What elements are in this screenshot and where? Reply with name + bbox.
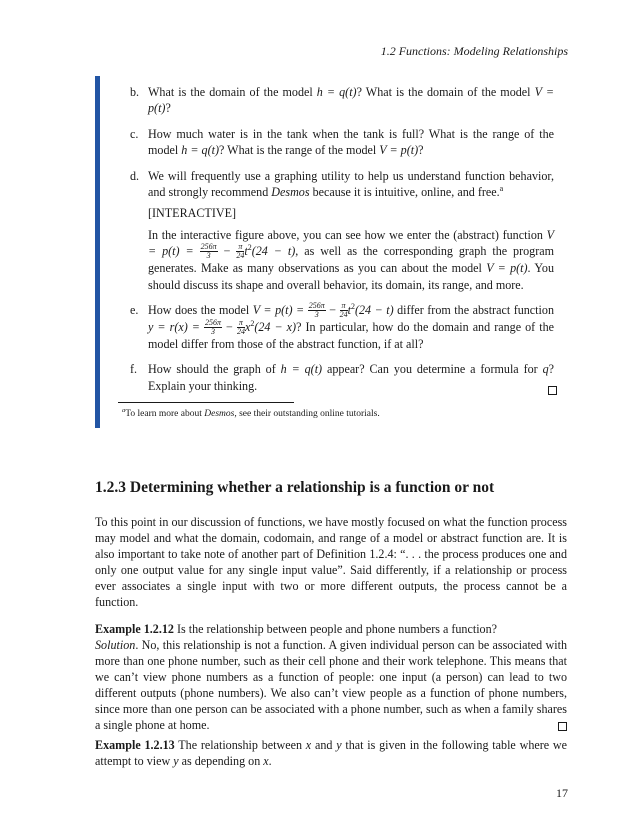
math-expression: V = p(t) [486,261,528,276]
question-paragraph [148,168,554,201]
math-expression: q [542,362,549,377]
text-run: In the interactive figure above, you can see how we enter the (abstract) function [148,227,547,242]
question-paragraph [148,361,554,394]
text-run: − [222,320,237,335]
example-13-text-e: . [268,754,272,768]
footnote-rule [118,402,294,403]
text-run: differ from the abstract function [393,303,554,318]
question-paragraph [148,205,554,221]
text-run: How should the graph of [148,362,281,377]
fraction-denominator: 3 [314,310,319,320]
text-run: We will frequently use a graphing utility to help us understand function behavior, and strongly recommend [148,168,554,200]
fraction-denominator: 24 [236,251,245,261]
question-label: e. [130,303,139,318]
emphasis: Desmos [271,185,310,200]
var-y: y [336,738,342,752]
footnote-marker: a [122,406,126,414]
footnote-emphasis: Desmos [204,409,235,419]
fraction [237,319,245,336]
question-paragraph [148,302,554,352]
text-run: How much water is in the tank when the tank is full? What is the range of the model [148,126,554,158]
intro-text: To this point in our discussion of functions, we have mostly focused on what the function process may model and what the domain, codomain, and range of a model or abstract function are. It is also important to take note of another part of Definition 1.2.4: “. . . the process produces one and only one output value for any single input value”. Said differently, if a relationship or process ever associates a single input with two or more different outputs, the process cannot be a function. [95,515,567,609]
example-13-text-a: The relationship between [174,738,306,752]
fraction [340,302,348,319]
math-expression: h = q(t) [316,85,357,99]
fraction [308,302,326,319]
text-run: ? [165,101,171,116]
question-item [100,302,560,352]
example-12-label: Example 1.2.12 [95,622,174,636]
question-paragraph [148,84,554,117]
fraction-numerator: 256π [205,318,222,328]
text-run: ? [418,143,424,158]
math-expression: V = p(t) = [148,227,554,259]
superscript: 2 [350,302,355,312]
text-run: because it is intuitive, online, and free. [309,185,500,200]
math-expression: (24 − x) [254,320,297,335]
example-13-label: Example 1.2.13 [95,738,175,752]
text-run: [INTERACTIVE] [148,206,236,221]
question-paragraph [148,227,554,293]
superscript: 2 [247,243,252,253]
example-12-statement [95,621,567,637]
math-expression: (24 − t) [354,303,394,318]
example-13-text-c: that is given in the following table where we attempt to view [95,738,568,768]
section-heading: 1.2.3 Determining whether a relationship is a function or not [95,479,495,496]
math-expression: V = p(t) [148,85,554,116]
solution-text: . No, this relationship is not a function. A given individual person can be associated with more than one phone number, such as their cell phone and their work telephone. This means that we can’t view phone numbers as a function of people: one input (a person) can lead to two different outputs (phone numbers). We also can’t view people as a function of phone numbers, since more than one person can be associated with a phone number, such as when a family shares a single phone at home. [95,638,567,732]
text-run: ? What is the range of the model [218,143,380,158]
example-12 [95,621,567,733]
text-run: − [217,244,237,259]
text-run: , as well as the corresponding graph the program generates. Make as many observations as you can about the model [148,244,555,276]
page-number: 17 [556,786,568,800]
end-of-activity-box [548,386,557,395]
fraction-numerator: 256π [200,242,217,252]
text-run: ? What is the domain of the model [356,85,535,99]
fraction-numerator: π [341,301,346,311]
text-run: appear? Can you determine a formula for [322,362,543,377]
math-expression: t [347,303,351,318]
question-label: c. [130,126,139,141]
fraction-denominator: 3 [211,327,215,337]
text-run: . You should discuss its shape and overall behavior, its domain, its range, and more. [148,261,554,292]
footnote-text-after: , see their outstanding online tutorials. [234,409,380,419]
superscript: 2 [250,319,255,329]
math-expression: x [244,320,251,335]
question-item [100,361,560,394]
fraction-denominator: 24 [339,310,348,320]
question-list [100,84,560,403]
example-13-text-b: and [311,738,337,752]
fraction-denominator: 24 [236,327,245,337]
superscript: a [499,184,504,193]
running-header: 1.2 Functions: Modeling Relationships [380,44,568,58]
footnote [122,408,380,420]
intro-paragraph [95,514,567,610]
text-run: ? In particular, how do the domain and range of the model differ from those of the abstract function, if at all? [148,320,554,352]
question-label: f. [130,362,138,377]
question-item [100,126,560,159]
fraction-numerator: 256π [308,301,325,311]
question-label: b. [130,85,140,99]
fraction [204,319,222,336]
math-expression: (24 − t) [251,244,296,259]
math-expression: h = q(t) [280,362,323,377]
fraction-denominator: 3 [206,251,211,261]
math-expression: t [244,244,248,259]
activity-callout [95,76,565,428]
text-run: What is the domain of the model [148,85,317,99]
math-expression: y = r(x) = [148,320,204,335]
text-run: How does the model [148,303,253,318]
var-x: x [263,754,269,768]
solution-label: Solution [95,638,136,652]
example-13-statement [95,737,567,769]
fraction-numerator: π [238,242,243,252]
example-13 [95,737,567,769]
math-expression: V = p(t) = [252,303,308,318]
question-item [100,84,560,117]
example-12-solution [95,637,567,733]
text-run: ? Explain your thinking. [148,362,554,393]
var-y: y [173,754,179,768]
fraction [200,243,218,260]
question-item [100,168,560,293]
text-run: − [325,303,340,318]
math-expression: V = p(t) [379,143,419,158]
question-label: d. [130,168,140,183]
example-13-text-d: as depending on [178,754,264,768]
fraction-numerator: π [238,318,243,328]
example-12-text: Is the relationship between people and phone numbers a function? [173,622,498,636]
footnote-text-before: To learn more about [125,409,205,419]
end-of-solution-box [558,722,567,731]
question-paragraph [148,126,554,159]
var-x: x [305,738,312,752]
math-expression: h = q(t) [181,143,219,158]
